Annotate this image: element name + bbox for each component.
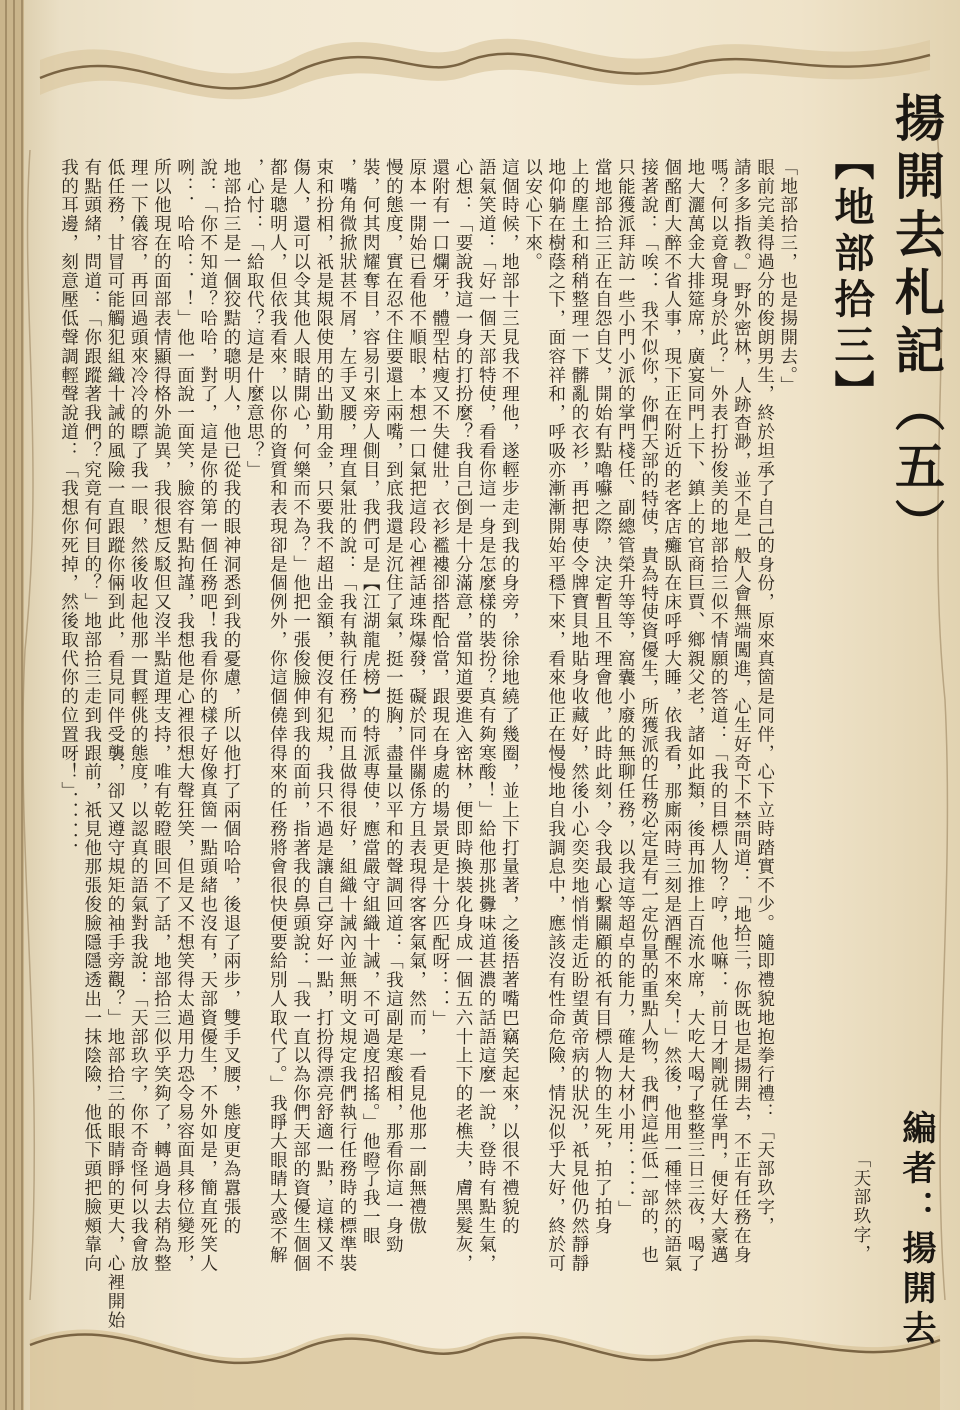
text-column: 眼前完美得過分的俊朗男生，終於坦承了自己的身份，原來真箇是同伴，心下立時踏實不少。隨即禮貌地抱拳行禮：「天部玖字， bbox=[754, 158, 775, 1236]
text-column: 心想：「要說我這一身的打扮麼？我自己倒是十分滿意，當知道要進入密林，便即時換裝化身成一個五六十上下的老樵夫，膚黑髮灰， bbox=[453, 158, 473, 1274]
author-credit: 編者：揚開去 bbox=[896, 1110, 936, 1350]
text-column: 「地部拾三，也是揚開去。」 bbox=[777, 158, 798, 395]
article-subtitle: 【地部拾三】 bbox=[828, 140, 874, 416]
text-column: 只能獲派拜訪一些小門小派的掌門棧任、副總管榮升等等，窩囊小廢的無聊任務，以我這等超卓的能力，確是大材小用：．．．．」 bbox=[615, 158, 636, 1220]
text-column: 我的耳邊，刻意壓低聲調輕聲說道：「我想你死掉，然後取代你的位置呀！」．．．．．． bbox=[58, 158, 79, 862]
text-column: 地部拾三是一個狡黠的聰明人，他已從我的眼神洞悉到我的憂慮，所以他打了兩個哈哈，後退了兩步，雙手叉腰，態度更為囂張的 bbox=[221, 158, 241, 1236]
text-column: 說：「你不知道？哈哈，對了，這是你的第一個任務吧！我看你的樣子好像真箇一點頭緒也沒有，天部資優生，不外如是，簡直死笑人 bbox=[197, 158, 218, 1274]
text-column: ，心忖：「給取代？這是什麼意思？」 bbox=[244, 158, 265, 480]
text-column: 個酩酊大醉不省人事，現下正在附近的老客店癱臥在床呼呼大睡，依我看，那廝兩時三刻是酒醒不來矣！」然後，他用一種悻然的語氣 bbox=[661, 158, 682, 1274]
text-column: 還附有一口爛牙，體型枯瘦又不失健壯，衣衫襤褸卻搭配恰當，跟現在身處的場景更是十分匹配呀：．．」 bbox=[429, 158, 450, 1029]
text-column: 嗎？何以竟會現身於此？」外表打扮俊美的地部拾三似不情願的答道：「我的目標人物？哼，他嘛．．前日才剛就任掌門，便好大豪邁 bbox=[708, 158, 729, 1265]
text-column: 傷人，還可以令其他人眼睛開心，何樂而不為？」他把一張俊臉伸到我的面前，指著我的鼻頭說：「我一直以為你們天部的資優生個個 bbox=[290, 158, 311, 1274]
text-column: 上的塵土和稍稍整理一下髒亂的衣衫，再把專使令牌寶貝地貼身收藏好，然後小心奕奕地悄悄走近盼望黃帝病的狀況，祇見他仍然靜靜 bbox=[569, 158, 589, 1274]
text-column: 理一下儀容，再回過頭來冷冷的瞟了我一眼，然後收起他那一貫輕佻的態度，以認真的語氣對我說：「天部玖字，你不奇怪何以我會放 bbox=[128, 158, 149, 1274]
text-column: 以安心下來。 bbox=[522, 158, 543, 272]
text-column: 當地部拾三正在自怨自艾，開始有點嚕囌之際，決定暫且不理會他，此時此刻，令我最心繫關顧的祇有目標人物的生死，拍了拍身 bbox=[592, 158, 613, 1236]
text-column: 咧：．哈哈：．！」他一面說一面笑，臉容有點拘謹，我想他是心裡很想大聲狂笑，但是又不想笑得太過用力恐令易容面具移位變形， bbox=[174, 158, 195, 1274]
text-column: 所以他現在的面部表情顯得格外詭異，我很想反駁但又沒半點道理支持，唯有乾瞪眼回不了話，地部拾三似乎笑夠了，轉過身去稍為整 bbox=[151, 158, 172, 1274]
text-column: 裝，何其閃耀奪目，容易引來旁人側目，我們可是【江湖龍虎榜】的特派專使，應當嚴守組織十誡，不可過度招搖。」他瞪了我一眼 bbox=[360, 158, 381, 1246]
article-title: 揚開去札記（五） bbox=[887, 92, 945, 556]
text-column: 請多多指教。」野外密林，人跡杳渺，並不是一般人會無端闖進，心生好奇下不禁問道：「地拾三，你既也是揚開去，不正有任務在身 bbox=[731, 158, 752, 1265]
text-column: 原本一開始已看他不順眼，本想一口氣把這段心裡話連珠爆發，礙於同伴關係方且表現得客客氣氣，然而，一看見他那一副無禮傲 bbox=[406, 158, 427, 1236]
text-column: ，嘴角微掀狀甚不屑，左手叉腰，理直氣壯的說：「我有執行任務，而且做得很好，組織十誡內並無明文規定我們執行任務時的標準裝 bbox=[337, 158, 357, 1274]
text-column: 地大灑萬金大排筵席，廣宴同門上下、鎮上的官商巨賈、鄉親父老，諸如此類，後再加推上百流水席，大吃大喝了整整三日三夜，喝了 bbox=[685, 158, 705, 1274]
text-column: 有點頭緒，問道：「你跟蹤著我們？究竟有何目的？」地部拾三走到我跟前，祇見他那張俊臉隱隱透出一抹陰險，他低下頭把臉頰靠向 bbox=[81, 158, 102, 1274]
text-column: 低任務，甘冒可能觸犯組織十誡的風險一直跟蹤你倆到此，看見同伴受襲，卻又遵守規矩的袖手旁觀？」地部拾三的眼睛睜的更大，心裡開始 bbox=[105, 158, 125, 1330]
text-column: 這個時候，地部十三見我不理他，遂輕步走到我的身旁，徐徐地繞了幾圈，並上下打量著，之後捂著嘴巴竊笑起來，以很不禮貌的 bbox=[499, 158, 520, 1236]
text-column: 都是聰明人，但依我看來，以你的資質和表現卻是個例外，你這個僥倖得來的任務將會很快便要給別人取代了。」我睜大眼睛大惑不解 bbox=[267, 158, 288, 1265]
text-column: 地仰躺在樹蔭之下，面容祥和，呼吸亦漸漸開始平穩下來，看來他正在慢慢地自我調息中，應該沒有性命危險，情況似乎大好，終於可 bbox=[545, 158, 566, 1274]
text-column: 「天部玖字， bbox=[851, 1150, 871, 1264]
text-column: 接著說：「唉．．我不似你，你們天部的特使，貴為特使資優生，所獲派的任務必定是有一定份量的重點人物，我們這些低一部的，也 bbox=[638, 158, 659, 1265]
text-column: 語氣笑道：「好一個天部特使，看看你這一身是怎麼樣的裝扮？真有夠寒酸！」給他那挑釁味道甚濃的話語這麼一說，登時有點生氣， bbox=[476, 158, 497, 1274]
text-column: 束和扮相，祇是規限使用的出勤用金，只要我不超出金額，便沒有犯規，我只不過是讓自己穿好一點，打扮得漂亮舒適一點，這樣又不 bbox=[313, 158, 334, 1274]
text-column: 慢的態度，實在忍不住要還上兩嘴，到底我還是沉住了氣，挺一挺胸，盡量以平和的聲調回道：「我這副是寒酸相，那看你這一身勁 bbox=[383, 158, 404, 1255]
